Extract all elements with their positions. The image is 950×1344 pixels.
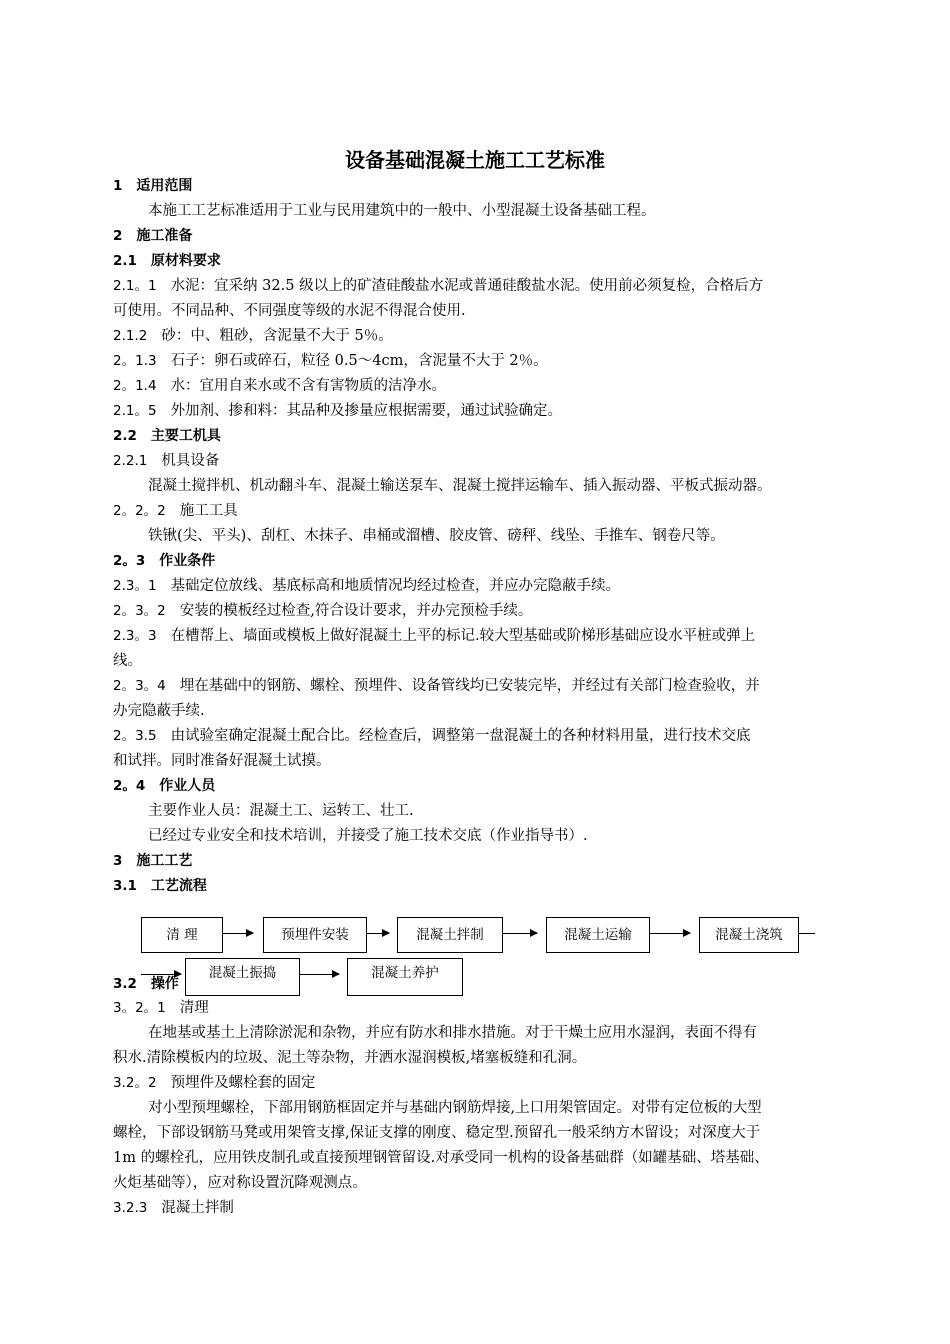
item-3-2-1-cont: 积水.清除模板内的垃圾、泥土等杂物，并洒水湿润模板,堵塞板缝和孔洞。 bbox=[113, 1050, 587, 1066]
item-3-2-2-paragraph: 对小型预埋螺栓，下部用钢筋框固定并与基础内钢筋焊接,上口用架管固定。对带有定位板的大型 bbox=[148, 1100, 762, 1116]
item-2-1-2: 2.1.2 砂：中、粗砂，含泥量不大于 5％。 bbox=[113, 328, 393, 344]
item-3-2-1-paragraph: 在地基或基土上清除淤泥和杂物，并应有防水和排水措施。对于干燥土应用水湿润，表面不得有 bbox=[148, 1025, 757, 1041]
flow-arrow bbox=[141, 974, 181, 975]
item-2-3-5-cont: 和试拌。同时准备好混凝土试摸。 bbox=[113, 753, 331, 769]
section-2-4-heading: 2。4 作业人员 bbox=[113, 778, 216, 794]
item-2-3-5: 2。3.5 由试验室确定混凝土配合比。经检查后，调整第一盘混凝土的各种材料用量，进行技术交底 bbox=[113, 728, 751, 744]
item-2-1-3: 2。1.3 石子：卵石或碎石，粒径 0.5～4cm，含泥量不大于 2％。 bbox=[113, 353, 548, 369]
item-3-2-2-cont-3: 火炬基础等），应对称设置沉降观测点。 bbox=[113, 1175, 367, 1191]
page-title: 设备基础混凝土施工工艺标准 bbox=[345, 148, 605, 172]
section-2-3-heading: 2。3 作业条件 bbox=[113, 553, 216, 569]
item-2-3-4-cont: 办完隐蔽手续. bbox=[113, 703, 205, 719]
item-3-2-2: 3.2。2 预埋件及螺栓套的固定 bbox=[113, 1075, 316, 1091]
section-2-heading: 2 施工准备 bbox=[113, 228, 193, 244]
flow-arrow bbox=[367, 933, 389, 934]
flow-arrow bbox=[503, 933, 537, 934]
section-3-2-heading: 3.2 操作 bbox=[113, 976, 179, 992]
flow-arrow bbox=[300, 974, 339, 975]
flow-step-cure: 混凝土养护 bbox=[347, 958, 463, 996]
item-2-2-2-paragraph: 铁锹(尖、平头)、刮杠、木抹子、串桶或溜槽、胶皮管、磅秤、线坠、手推车、钢卷尺等。 bbox=[148, 528, 725, 544]
section-3-heading: 3 施工工艺 bbox=[113, 853, 193, 869]
item-2-3-2: 2。3。2 安装的模板经过检查,符合设计要求，并办完预检手续。 bbox=[113, 603, 533, 619]
item-2-3-3-cont: 线。 bbox=[113, 653, 142, 669]
item-2-1-1: 2.1。1 水泥：宜采纳 32.5 级以上的矿渣硅酸盐水泥或普通硅酸盐水泥。使用前必须复检，合格后方 bbox=[113, 278, 764, 294]
section-2-4-paragraph-1: 主要作业人员：混凝土工、运转工、壮工. bbox=[148, 803, 414, 819]
item-2-2-2: 2。2。2 施工工具 bbox=[113, 503, 238, 519]
flow-connector bbox=[799, 933, 815, 934]
section-3-1-heading: 3.1 工艺流程 bbox=[113, 878, 207, 894]
section-2-2-heading: 2.2 主要工机具 bbox=[113, 428, 221, 444]
flow-step-clean: 清 理 bbox=[141, 917, 223, 953]
section-1-heading: 1 适用范围 bbox=[113, 178, 193, 194]
item-2-3-4: 2。3。4 埋在基础中的钢筋、螺栓、预埋件、设备管线均已安装完毕，并经过有关部门检查验收，并 bbox=[113, 678, 760, 694]
section-1-paragraph: 本施工工艺标准适用于工业与民用建筑中的一般中、小型混凝土设备基础工程。 bbox=[148, 203, 656, 219]
flow-arrow bbox=[223, 933, 253, 934]
item-3-2-2-cont-2: 1m 的螺栓孔，应用铁皮制孔或直接预埋钢管留设.对承受同一机构的设备基础群（如罐基础、塔基础、 bbox=[113, 1150, 769, 1166]
section-2-4-paragraph-2: 已经过专业安全和技术培训，并接受了施工技术交底（作业指导书）. bbox=[148, 828, 588, 844]
flow-step-transport: 混凝土运输 bbox=[546, 917, 650, 953]
item-2-1-1-cont: 可使用。不同品种、不同强度等级的水泥不得混合使用. bbox=[113, 303, 466, 319]
flow-step-embed: 预埋件安装 bbox=[263, 917, 367, 953]
item-2-3-1: 2.3。1 基础定位放线、基底标高和地质情况均经过检查，并应办完隐蔽手续。 bbox=[113, 578, 621, 594]
item-2-3-3: 2.3。3 在槽帮上、墙面或模板上做好混凝土上平的标记.较大型基础或阶梯形基础应设水平桩或弹上 bbox=[113, 628, 756, 644]
item-2-2-1-paragraph: 混凝土搅拌机、机动翻斗车、混凝土输送泵车、混凝土搅拌运输车、插入振动器、平板式振动器。 bbox=[148, 478, 772, 494]
section-2-1-heading: 2.1 原材料要求 bbox=[113, 253, 221, 269]
flow-step-vibrate: 混凝土振捣 bbox=[185, 958, 300, 996]
item-3-2-2-cont-1: 螺栓，下部设钢筋马凳或用架管支撑,保证支撑的刚度、稳定型.预留孔一般采纳方木留设；对深度大于 bbox=[113, 1125, 761, 1141]
item-2-1-5: 2.1。5 外加剂、掺和料：其品种及掺量应根据需要，通过试验确定。 bbox=[113, 403, 563, 419]
item-3-2-1: 3。2。1 清理 bbox=[113, 1000, 209, 1016]
item-3-2-3: 3.2.3 混凝土拌制 bbox=[113, 1200, 234, 1216]
item-2-1-4: 2。1.4 水：宜用自来水或不含有害物质的洁净水。 bbox=[113, 378, 447, 394]
item-2-2-1: 2.2.1 机具设备 bbox=[113, 453, 220, 469]
flow-step-mix: 混凝土拌制 bbox=[397, 917, 503, 953]
flow-step-pour: 混凝土浇筑 bbox=[699, 917, 799, 953]
flow-arrow bbox=[650, 933, 690, 934]
